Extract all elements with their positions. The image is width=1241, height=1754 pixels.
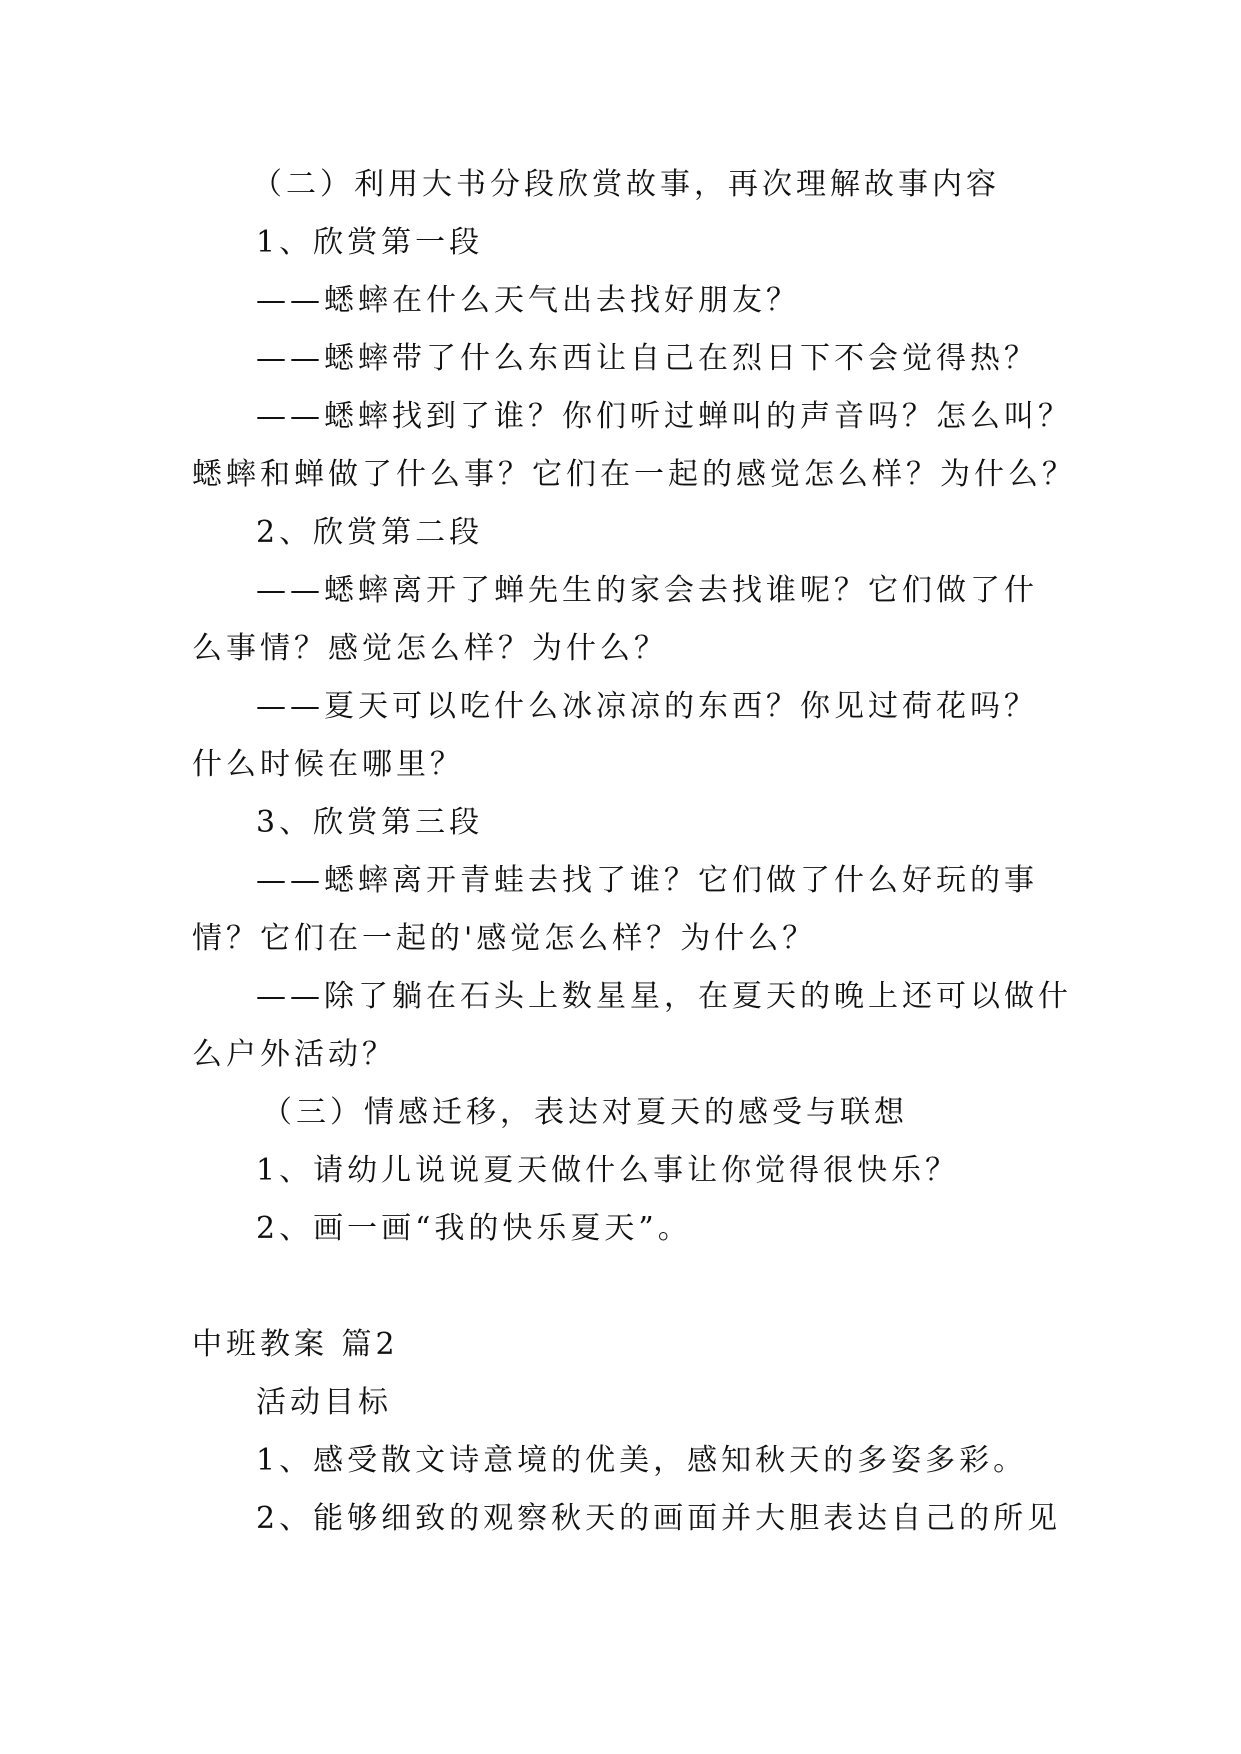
question-line: ——蟋蟀在什么天气出去找好朋友？: [256, 283, 800, 318]
question-line-continued: 蟋蟀和蝉做了什么事？它们在一起的感觉怎么样？为什么？: [192, 457, 1076, 492]
subheading-part-3: 3、欣赏第三段: [256, 805, 484, 840]
subheading-part-1: 1、欣赏第一段: [256, 225, 484, 260]
list-item: 2、画一画“我的快乐夏天”。: [256, 1211, 692, 1246]
question-line-continued: 情？它们在一起的'感觉怎么样？为什么？: [192, 921, 817, 956]
question-line: ——蟋蟀离开了蝉先生的家会去找谁呢？它们做了什: [256, 573, 1038, 608]
question-line-continued: 么户外活动？: [192, 1037, 396, 1072]
question-line: ——蟋蟀离开青蛙去找了谁？它们做了什么好玩的事: [256, 863, 1038, 898]
section-heading-3: （三）情感迁移，表达对夏天的感受与联想: [262, 1095, 908, 1130]
subheading-part-2: 2、欣赏第二段: [256, 515, 484, 550]
list-item: 1、请幼儿说说夏天做什么事让你觉得很快乐？: [256, 1153, 960, 1188]
question-line: ——蟋蟀找到了谁？你们听过蝉叫的声音吗？怎么叫？: [256, 399, 1072, 434]
list-item: 2、能够细致的观察秋天的画面并大胆表达自己的所见: [256, 1501, 1062, 1536]
list-item: 1、感受散文诗意境的优美，感知秋天的多姿多彩。: [256, 1443, 1028, 1478]
question-line: ——除了躺在石头上数星星，在夏天的晚上还可以做什: [256, 979, 1072, 1014]
lesson-plan-title: 中班教案 篇2: [192, 1327, 399, 1362]
question-line-continued: 什么时候在哪里？: [192, 747, 464, 782]
question-line-continued: 么事情？感觉怎么样？为什么？: [192, 631, 668, 666]
question-line: ——夏天可以吃什么冰凉凉的东西？你见过荷花吗？: [256, 689, 1038, 724]
section-heading-2: （二）利用大书分段欣赏故事，再次理解故事内容: [252, 167, 1000, 202]
activity-goals-heading: 活动目标: [256, 1385, 392, 1420]
question-line: ——蟋蟀带了什么东西让自己在烈日下不会觉得热？: [256, 341, 1038, 376]
